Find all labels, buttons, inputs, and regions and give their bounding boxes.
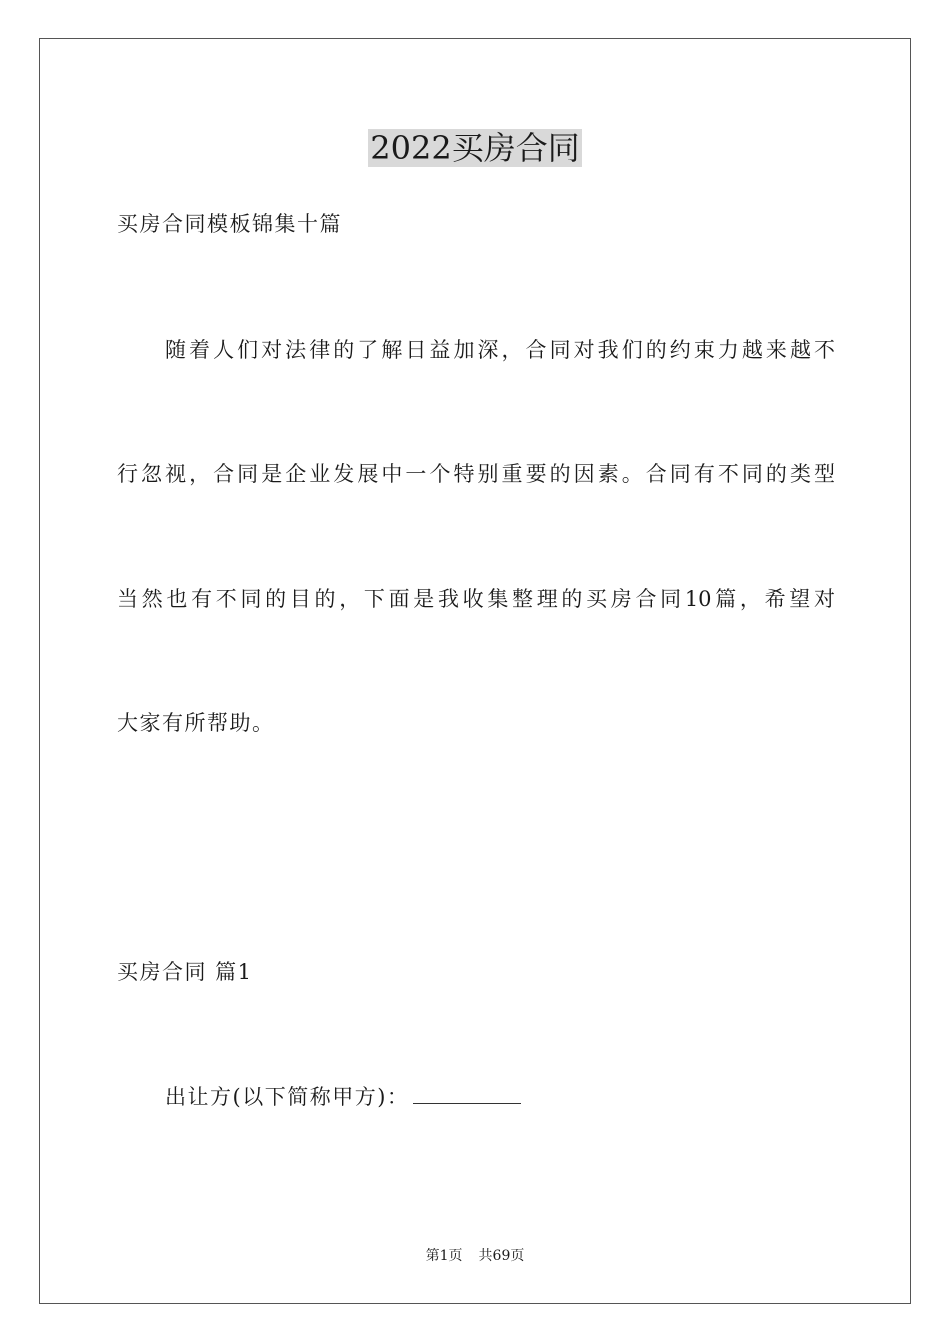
document-title-text: 2022买房合同 (370, 129, 580, 167)
party-a-label: 出让方(以下简称甲方)： (165, 1085, 410, 1109)
party-a-line (165, 1082, 521, 1112)
section-heading: 买房合同 篇1 (117, 960, 253, 984)
document-subtitle: 买房合同模板锦集十篇 (117, 212, 342, 236)
page-number-total: 共69页 (478, 1248, 525, 1264)
page-number-current: 第1页 (425, 1248, 463, 1264)
intro-paragraph-line-4: 大家有所帮助。 (117, 711, 275, 735)
intro-paragraph-line-1: 随着人们对法律的了解日益加深，合同对我们的约束力越来越不 (165, 338, 835, 362)
page-footer (0, 1246, 950, 1266)
intro-paragraph-line-3: 当然也有不同的目的，下面是我收集整理的买房合同10篇，希望对 (117, 587, 835, 611)
document-title (0, 126, 950, 170)
party-a-blank-field[interactable] (413, 1085, 521, 1104)
intro-paragraph-line-2: 行忽视，合同是企业发展中一个特别重要的因素。合同有不同的类型 (117, 462, 835, 486)
